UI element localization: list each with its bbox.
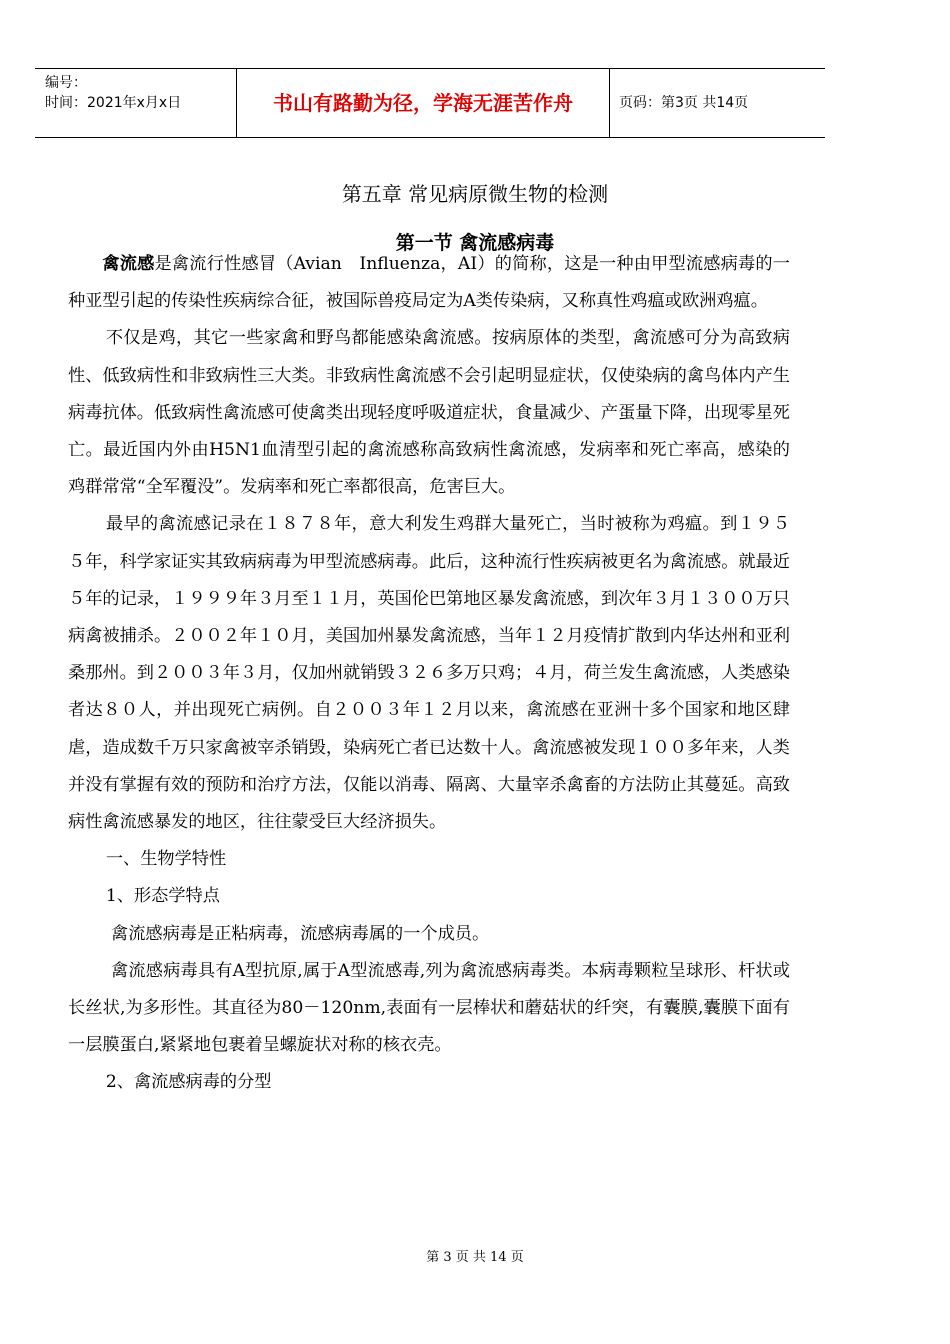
document-body <box>68 246 790 1102</box>
paragraph-intro <box>68 246 790 320</box>
header-meta <box>45 73 181 113</box>
paragraph-history: 最早的禽流感记录在１８７８年，意大利发生鸡群大量死亡，当时被称为鸡瘟。到１９５５年，科学家证实其致病病毒为甲型流感病毒。此后，这种流行性疾病被更名为禽流感。就最近５年的记录，１９９９年３月至１１月，英国伦巴第地区暴发禽流感，到次年３月１３００万只病禽被捕杀。２００２年１０月，美国加州暴发禽流感，当年１２月疫情扩散到内华达州和亚利桑那州。到２００３年３月，仅加州就销毁３２６多万只鸡；４月，荷兰发生禽流感，人类感染者达８０人，并出现死亡病例。自２００３年１２月以来，禽流感在亚洲十多个国家和地区肆虐，造成数千万只家禽被宰杀销毁，染病死亡者已达数十人。禽流感被发现１００多年来，人类并没有掌握有效的预防和治疗方法，仅能以消毒、隔离、大量宰杀禽畜的方法防止其蔓延。高致病性禽流感暴发的地区，往往蒙受巨大经济损失。 <box>68 514 790 833</box>
section-title: 第一节 禽流感病毒 <box>395 232 555 254</box>
paragraph-intro-text: 是禽流行性感冒（Avian Influenza，AI）的简称，这是一种由甲型流感病毒的一种亚型引起的传染性疾病综合征，被国际兽疫局定为A类传染病，又称真性鸡瘟或欧洲鸡瘟。 <box>68 254 790 312</box>
header-motto: 书山有路勤为径，学海无涯苦作舟 <box>273 91 573 115</box>
header-divider-right <box>609 69 610 137</box>
heading-morphology: 1、形态学特点 <box>105 886 220 907</box>
header-number-label: 编号： <box>45 75 87 91</box>
paragraph-classification: 不仅是鸡，其它一些家禽和野鸟都能感染禽流感。按病原体的类型，禽流感可分为高致病性、低致病性和非致病性三大类。非致病性禽流感不会引起明显症状，仅使染病的禽鸟体内产生病毒抗体。低致病性禽流感可使禽类出现轻度呼吸道症状，食量减少、产蛋量下降，出现零星死亡。最近国内外由H5N1血清型引起的禽流感称高致病性禽流感，发病率和死亡率高，感染的鸡群常常“全军覆没”。发病率和死亡率都很高，危害巨大。 <box>68 328 790 498</box>
header-page-info: 页码：第3页 共14页 <box>619 95 749 111</box>
heading-virus-typing: 2、禽流感病毒的分型 <box>105 1072 272 1093</box>
paragraph-virus-family: 禽流感病毒是正粘病毒，流感病毒属的一个成员。 <box>111 923 490 944</box>
page-footer: 第 3 页 共 14 页 <box>426 1250 524 1265</box>
document-header <box>35 68 825 138</box>
term-highlight: 禽流感 <box>102 254 155 274</box>
paragraph-morphology: 禽流感病毒具有A型抗原,属于A型流感毒,列为禽流感病毒类。本病毒颗粒呈球形、杆状或长丝状,为多形性。其直径为80－120nm,表面有一层棒状和蘑菇状的纤突，有囊膜,囊膜下面有一层膜蛋白,紧紧地包裹着呈螺旋状对称的核衣壳。 <box>68 960 790 1056</box>
chapter-title: 第五章 常见病原微生物的检测 <box>341 182 609 206</box>
heading-biological-properties: 一、生物学特性 <box>105 849 227 870</box>
header-time-label: 时间：2021年x月x日 <box>45 95 182 111</box>
